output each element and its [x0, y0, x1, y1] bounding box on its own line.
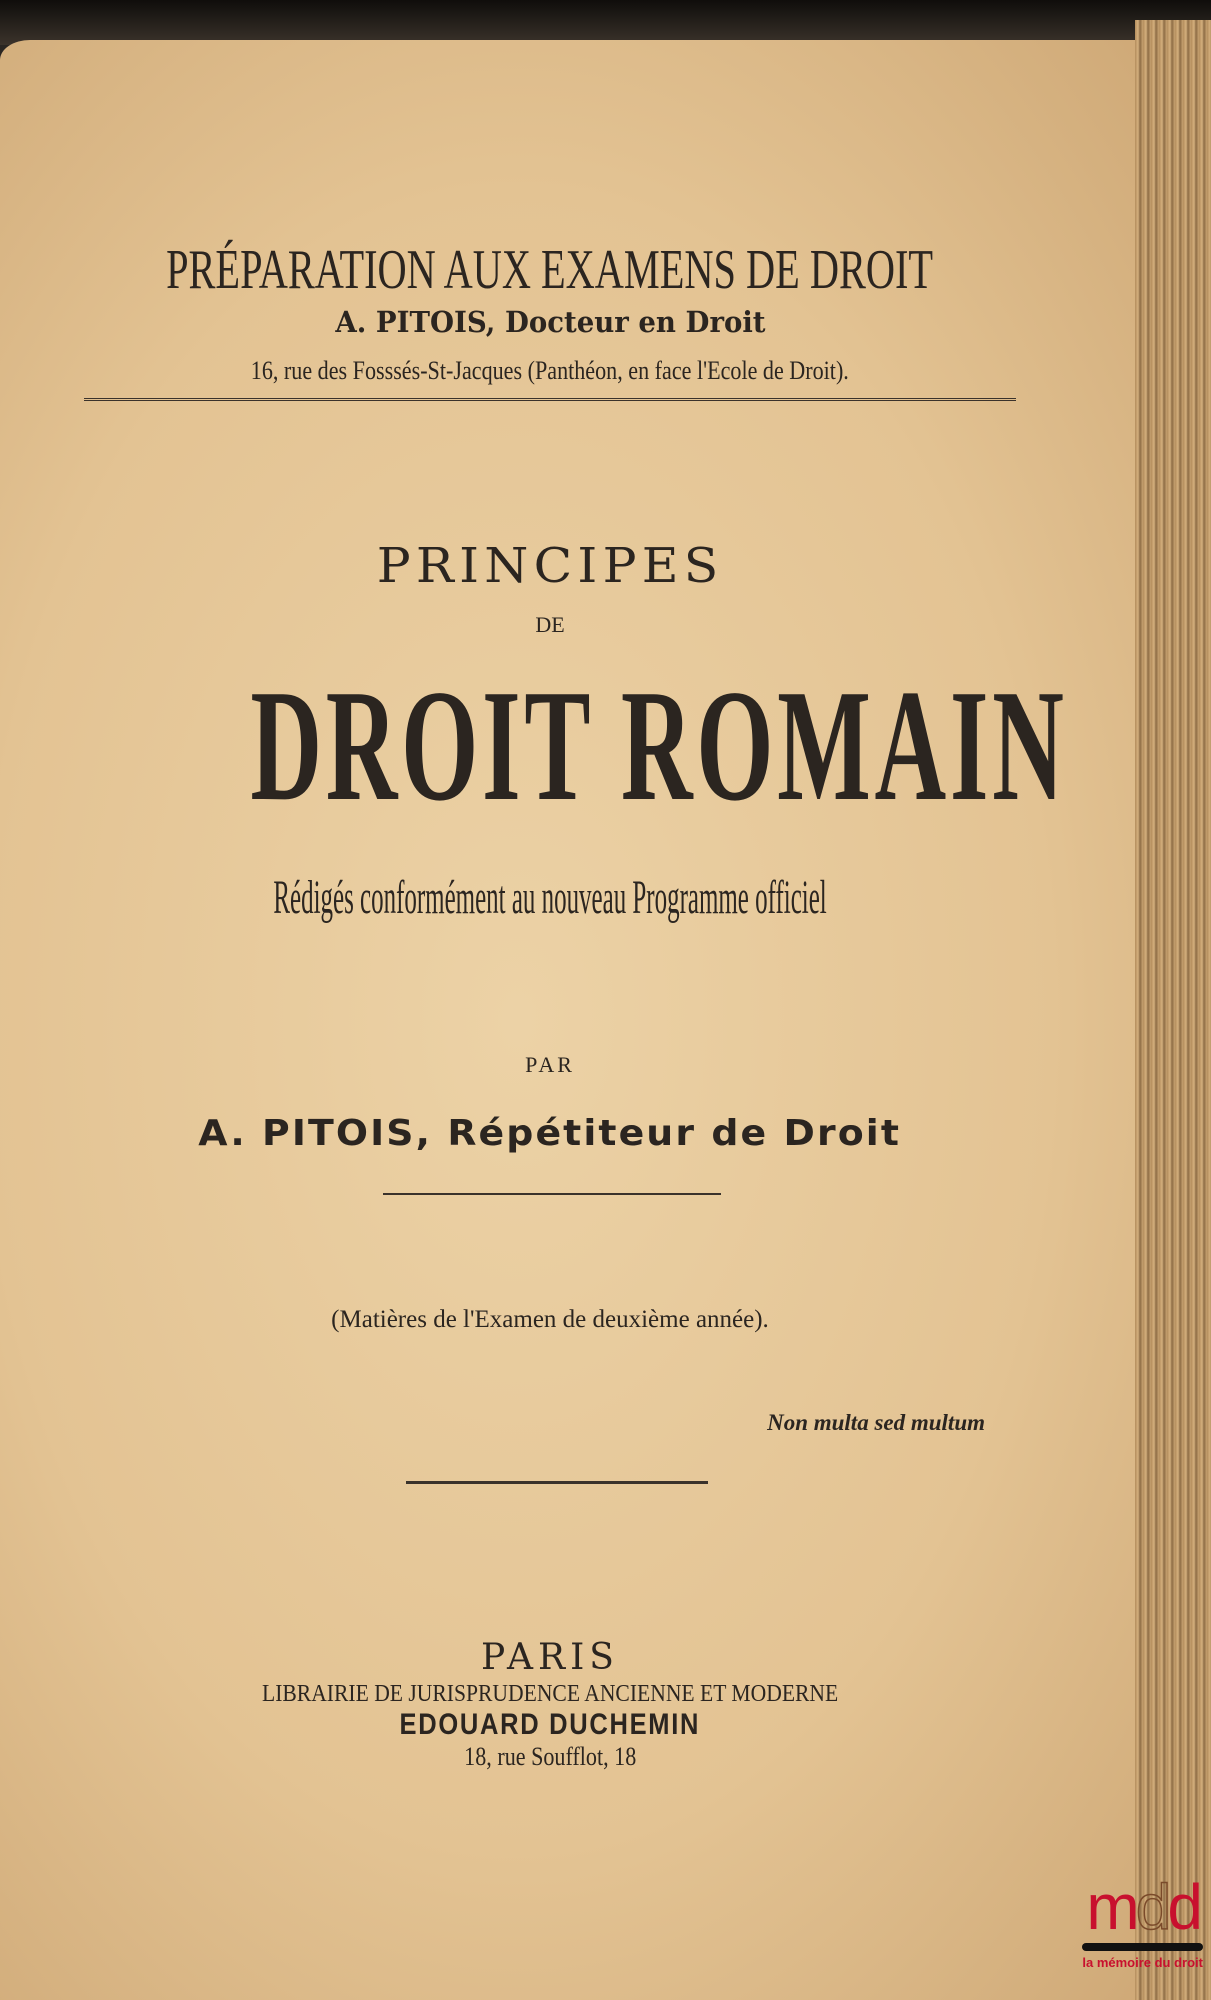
- subtitle: Rédigés conformément au nouveau Programme officiel: [273, 871, 827, 924]
- mdd-logo: [1082, 1871, 1203, 1970]
- ornamental-rule: [383, 1193, 721, 1195]
- header-author: A. PITOIS, Docteur en Droit: [334, 305, 766, 339]
- main-title: DROIT ROMAIN: [250, 656, 1068, 834]
- imprint-city: PARIS: [481, 1637, 619, 1678]
- page-edges: [1135, 20, 1211, 2000]
- logo-tagline: la mémoire du droit: [1082, 1955, 1203, 1970]
- header-double-rule: [84, 398, 1016, 405]
- logo-mark: mdd: [1086, 1871, 1199, 1943]
- title-pre: PRINCIPES: [376, 538, 724, 594]
- logo-bar: [1082, 1943, 1203, 1951]
- series-title: PRÉPARATION AUX EXAMENS DE DROIT: [166, 239, 934, 301]
- imprint-publisher: EDOUARD DUCHEMIN: [399, 1708, 701, 1741]
- byline-par: PAR: [525, 1052, 575, 1077]
- exam-note: (Matières de l'Examen de deuxième année).: [331, 1306, 769, 1333]
- imprint-address: 18, rue Soufflot, 18: [463, 1742, 637, 1771]
- header-address: 16, rue des Fosssés-St-Jacques (Panthéon, en face l'Ecole de Droit).: [250, 356, 850, 385]
- imprint-publisher-desc: LIBRAIRIE DE JURISPRUDENCE ANCIENNE ET MODERNE: [261, 1681, 839, 1707]
- scan-top-shadow: [0, 0, 1211, 45]
- motto: Non multa sed multum: [767, 1410, 985, 1435]
- ornamental-rule-2: [406, 1481, 708, 1484]
- byline-author: A. PITOIS, Répétiteur de Droit: [198, 1113, 902, 1154]
- title-de: DE: [535, 612, 565, 637]
